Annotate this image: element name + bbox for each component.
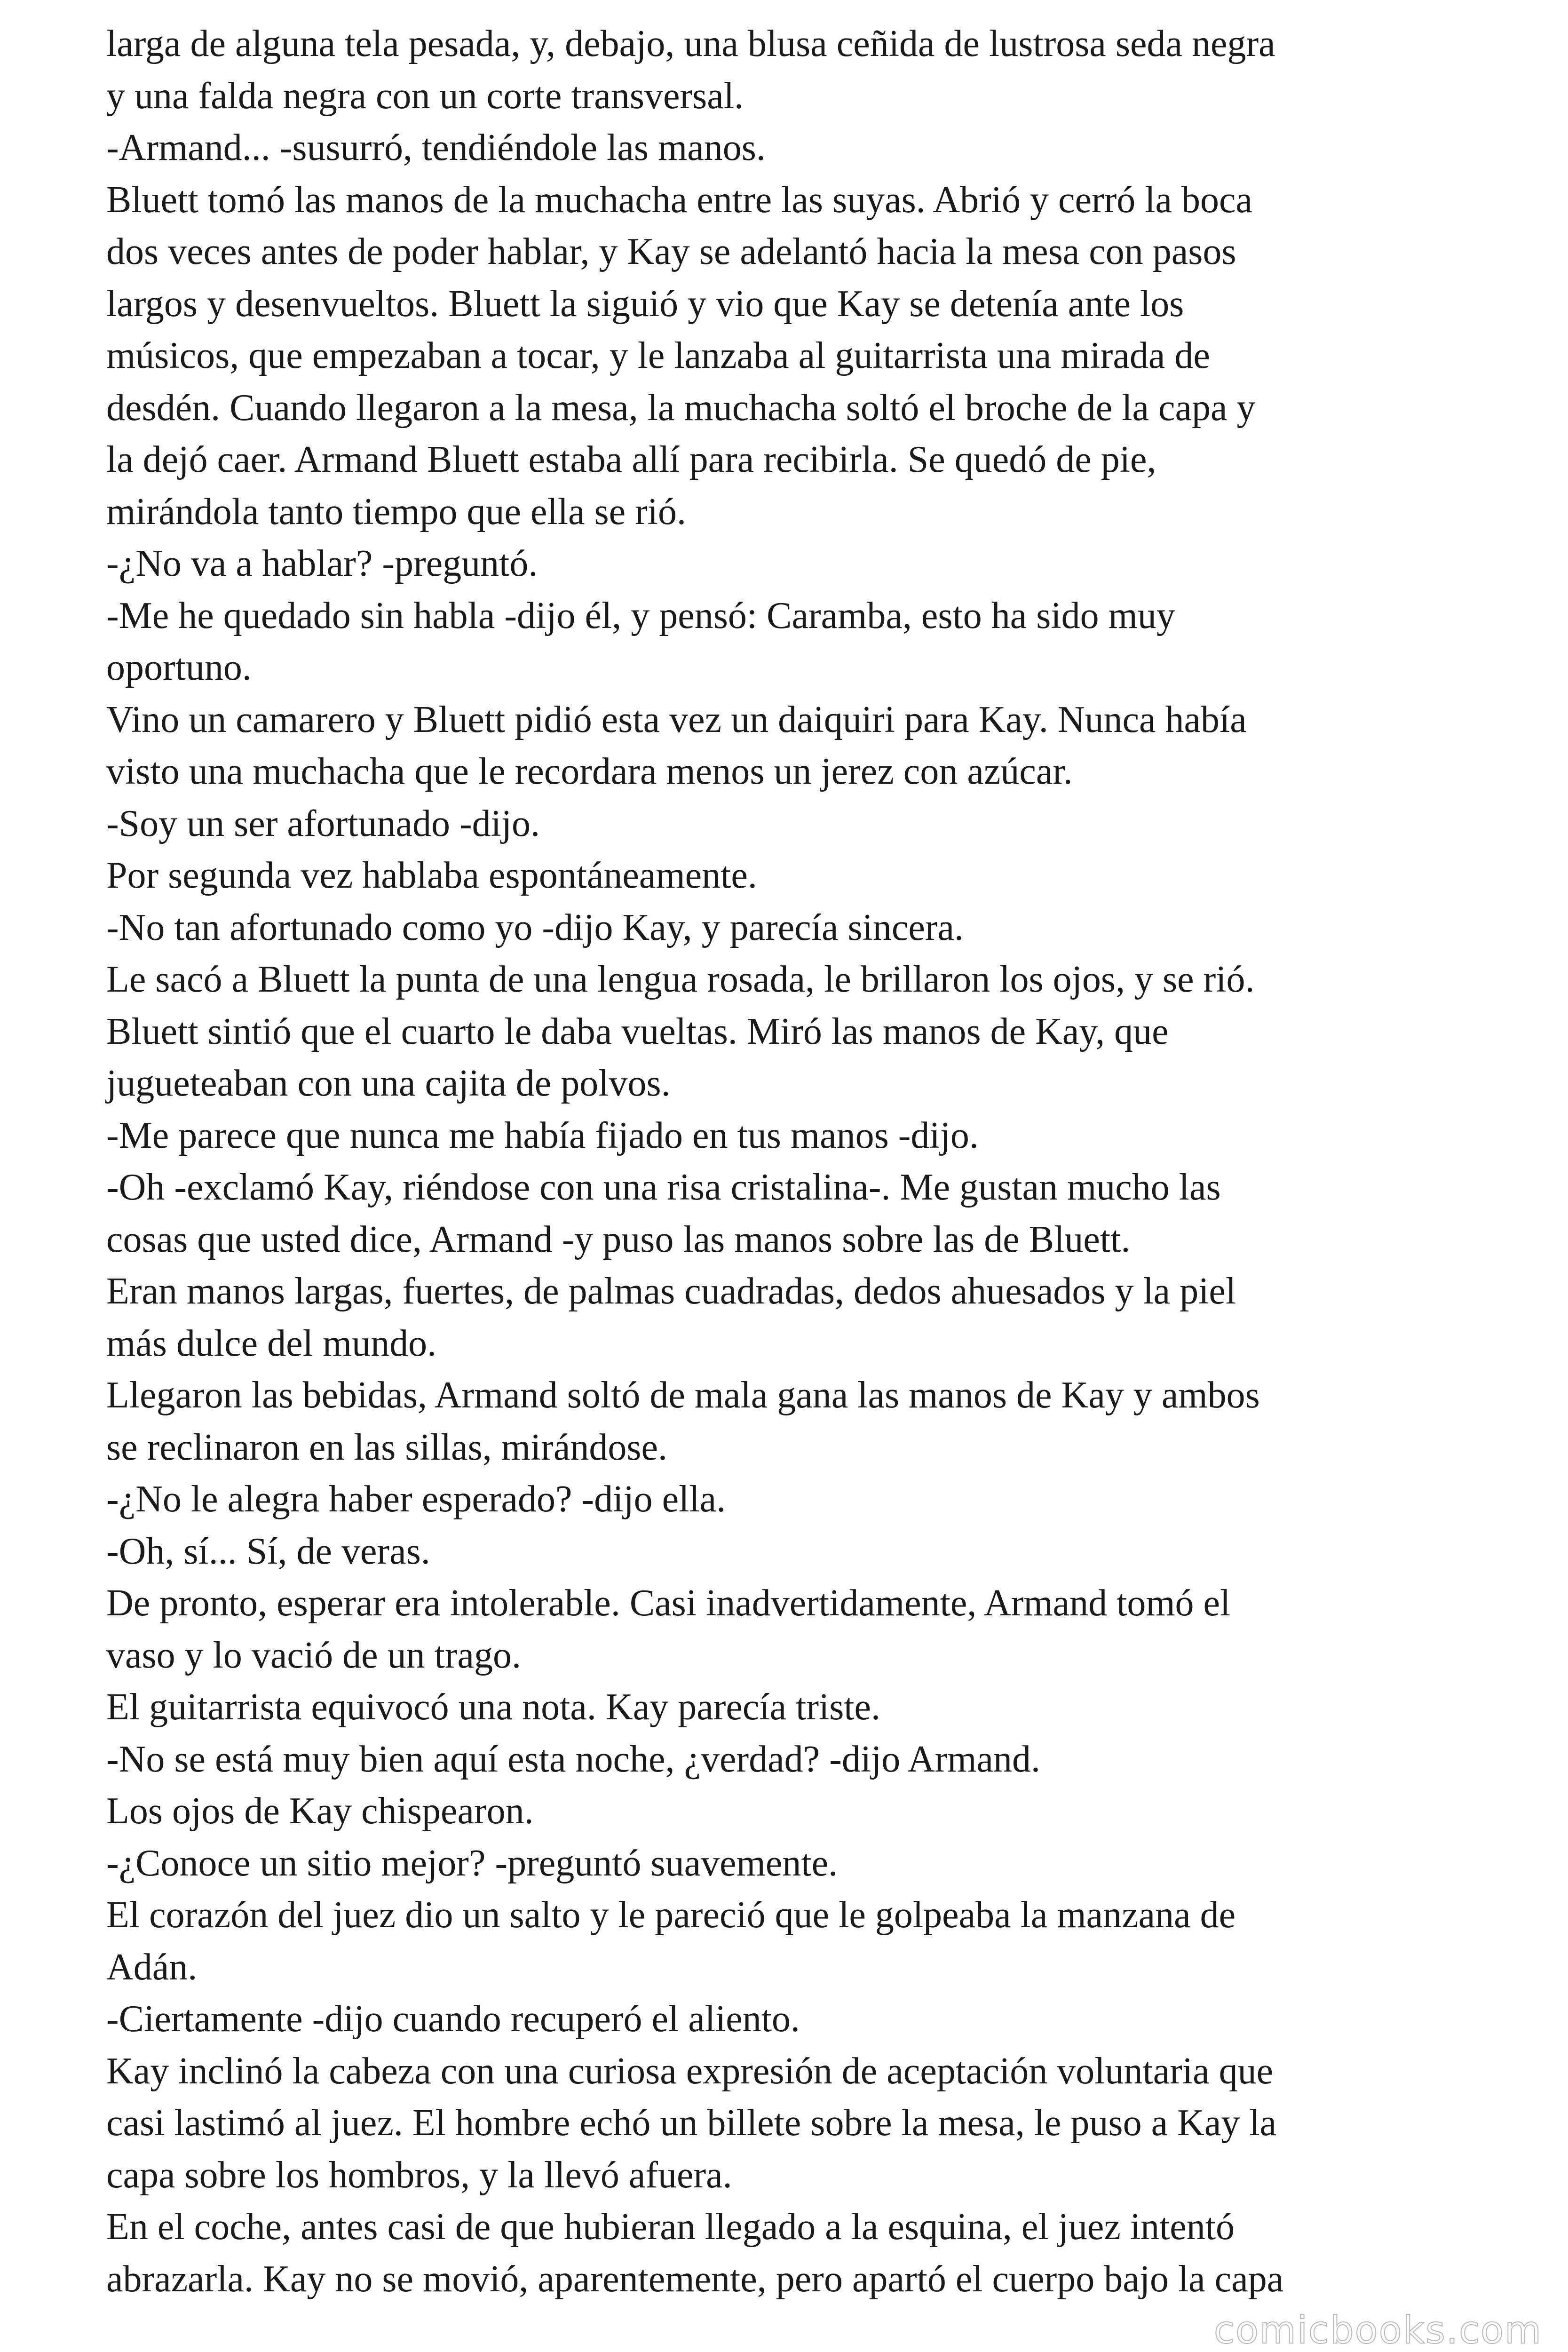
text-line: En el coche, antes casi de que hubieran llegado a la esquina, el juez intentó [106, 2206, 1235, 2248]
text-line: se reclinaron en las sillas, mirándose. [106, 1426, 667, 1468]
text-line: y una falda negra con un corte transversal. [106, 75, 744, 117]
text-line: Eran manos largas, fuertes, de palmas cuadradas, dedos ahuesados y la piel [106, 1271, 1236, 1312]
text-line: larga de alguna tela pesada, y, debajo, una blusa ceñida de lustrosa seda negra [106, 23, 1275, 64]
text-line: la dejó caer. Armand Bluett estaba allí para recibirla. Se quedó de pie, [106, 439, 1156, 480]
text-line: casi lastimó al juez. El hombre echó un billete sobre la mesa, le puso a Kay la [106, 2102, 1277, 2144]
text-line: -Oh -exclamó Kay, riéndose con una risa cristalina-. Me gustan mucho las [106, 1167, 1221, 1208]
text-line: Bluett sintió que el cuarto le daba vueltas. Miró las manos de Kay, que [106, 1010, 1169, 1052]
text-line: desdén. Cuando llegaron a la mesa, la muchacha soltó el broche de la capa y [106, 387, 1256, 429]
watermark: comicbooks.com [1213, 2308, 1542, 2352]
text-line: cosas que usted dice, Armand -y puso las manos sobre las de Bluett. [106, 1218, 1131, 1260]
text-line: Le sacó a Bluett la punta de una lengua rosada, le brillaron los ojos, y se rió. [106, 959, 1255, 1000]
text-line: -¿Conoce un sitio mejor? -preguntó suavemente. [106, 1842, 838, 1884]
text-line: -No se está muy bien aquí esta noche, ¿verdad? -dijo Armand. [106, 1738, 1041, 1780]
text-line: El corazón del juez dio un salto y le pareció que le golpeaba la manzana de [106, 1894, 1236, 1936]
text-line: -Me he quedado sin habla -dijo él, y pensó: Caramba, esto ha sido muy [106, 595, 1175, 636]
text-line: mirándola tanto tiempo que ella se rió. [106, 491, 686, 532]
text-line: visto una muchacha que le recordara menos un jerez con azúcar. [106, 751, 1073, 792]
text-line: -¿No va a hablar? -preguntó. [106, 543, 538, 584]
text-line: Por segunda vez hablaba espontáneamente. [106, 855, 757, 896]
text-line: Los ojos de Kay chispearon. [106, 1790, 534, 1832]
text-line: más dulce del mundo. [106, 1322, 437, 1364]
text-line: largos y desenvueltos. Bluett la siguió y vio que Kay se detenía ante los [106, 283, 1184, 325]
text-line: dos veces antes de poder hablar, y Kay se adelantó hacia la mesa con pasos [106, 231, 1236, 272]
text-line: Kay inclinó la cabeza con una curiosa expresión de aceptación voluntaria que [106, 2050, 1274, 2092]
text-line: Adán. [106, 1946, 198, 1988]
text-line: Llegaron las bebidas, Armand soltó de mala gana las manos de Kay y ambos [106, 1375, 1260, 1416]
text-line: El guitarrista equivocó una nota. Kay parecía triste. [106, 1686, 881, 1728]
text-line: -Soy un ser afortunado -dijo. [106, 803, 540, 844]
body-text [106, 18, 1498, 2305]
text-line: Vino un camarero y Bluett pidió esta vez un daiquiri para Kay. Nunca había [106, 699, 1247, 740]
text-line: -¿No le alegra haber esperado? -dijo ella. [106, 1478, 726, 1520]
text-line: -Me parece que nunca me había fijado en tus manos -dijo. [106, 1114, 979, 1156]
text-line: jugueteaban con una cajita de polvos. [106, 1063, 671, 1104]
text-line: músicos, que empezaban a tocar, y le lanzaba al guitarrista una mirada de [106, 335, 1210, 376]
text-line: De pronto, esperar era intolerable. Casi inadvertidamente, Armand tomó el [106, 1582, 1231, 1624]
text-line: abrazarla. Kay no se movió, aparentemente, pero apartó el cuerpo bajo la capa [106, 2258, 1284, 2300]
text-line: -Ciertamente -dijo cuando recuperó el aliento. [106, 1998, 800, 2040]
text-line: capa sobre los hombros, y la llevó afuera. [106, 2154, 732, 2196]
text-line: -Armand... -susurró, tendiéndole las manos. [106, 127, 766, 168]
text-line: -Oh, sí... Sí, de veras. [106, 1530, 430, 1572]
text-line: Bluett tomó las manos de la muchacha entre las suyas. Abrió y cerró la boca [106, 179, 1253, 221]
text-line: -No tan afortunado como yo -dijo Kay, y parecía sincera. [106, 906, 964, 948]
text-line: vaso y lo vació de un trago. [106, 1634, 521, 1676]
text-line: oportuno. [106, 647, 252, 688]
